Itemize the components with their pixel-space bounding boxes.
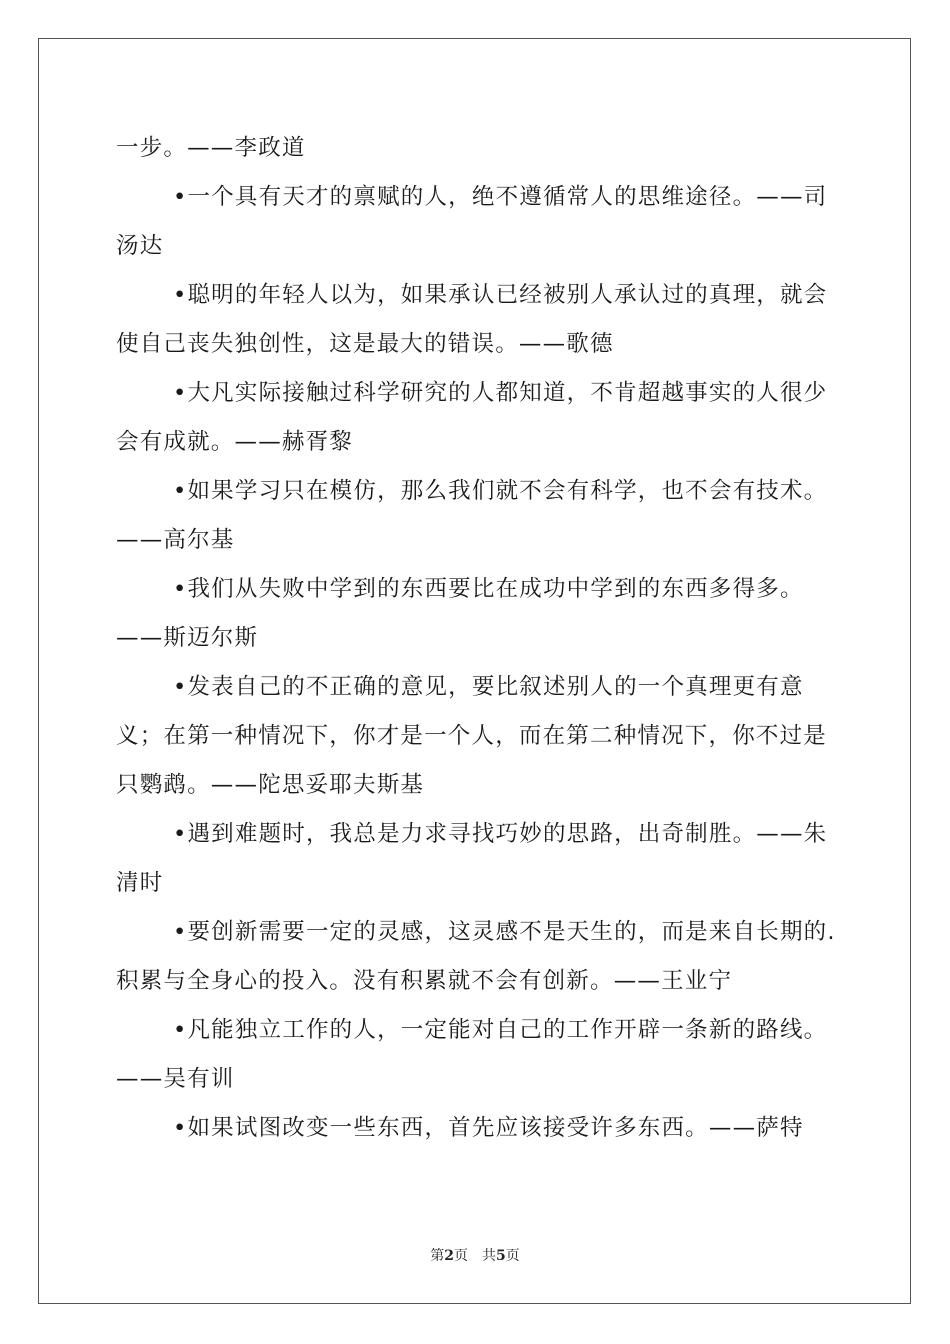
quote-paragraph: •如果试图改变一些东西，首先应该接受许多东西。——萨特 bbox=[173, 1115, 804, 1141]
total-pages-number: 5 bbox=[496, 1248, 506, 1264]
quote-paragraph: •如果学习只在模仿，那么我们就不会有科学，也不会有技术。——高尔基 bbox=[116, 478, 828, 553]
document-body bbox=[116, 124, 836, 1153]
current-page-number: 2 bbox=[444, 1248, 454, 1264]
quote-paragraph: •我们从失败中学到的东西要比在成功中学到的东西多得多。——斯迈尔斯 bbox=[116, 576, 804, 651]
page-footer bbox=[0, 1246, 950, 1266]
page-number-prefix: 第 bbox=[430, 1248, 445, 1264]
total-pages-prefix: 共 bbox=[482, 1248, 496, 1264]
quote-paragraph: •要创新需要一定的灵感，这灵感不是天生的，而是来自长期的.积累与全身心的投入。没有积累就不会有创新。——王业宁 bbox=[116, 919, 836, 994]
quote-paragraph: •聪明的年轻人以为，如果承认已经被别人承认过的真理，就会使自己丧失独创性，这是最大的错误。——歌德 bbox=[116, 282, 828, 357]
page-number-suffix: 页 bbox=[454, 1248, 468, 1264]
paragraph-continuation: 一步。——李政道 bbox=[116, 135, 306, 161]
quote-paragraph: •凡能独立工作的人，一定能对自己的工作开辟一条新的路线。——吴有训 bbox=[116, 1017, 828, 1092]
quote-paragraph: •发表自己的不正确的意见，要比叙述别人的一个真理更有意义；在第一种情况下，你才是一个人，而在第二种情况下，你不过是只鹦鹉。——陀思妥耶夫斯基 bbox=[116, 674, 828, 798]
total-pages-suffix: 页 bbox=[505, 1248, 520, 1264]
quote-paragraph: •遇到难题时，我总是力求寻找巧妙的思路，出奇制胜。——朱清时 bbox=[116, 821, 828, 896]
quote-paragraph: •大凡实际接触过科学研究的人都知道，不肯超越事实的人很少会有成就。——赫胥黎 bbox=[116, 380, 828, 455]
quote-paragraph: •一个具有天才的禀赋的人，绝不遵循常人的思维途径。——司汤达 bbox=[116, 184, 828, 259]
